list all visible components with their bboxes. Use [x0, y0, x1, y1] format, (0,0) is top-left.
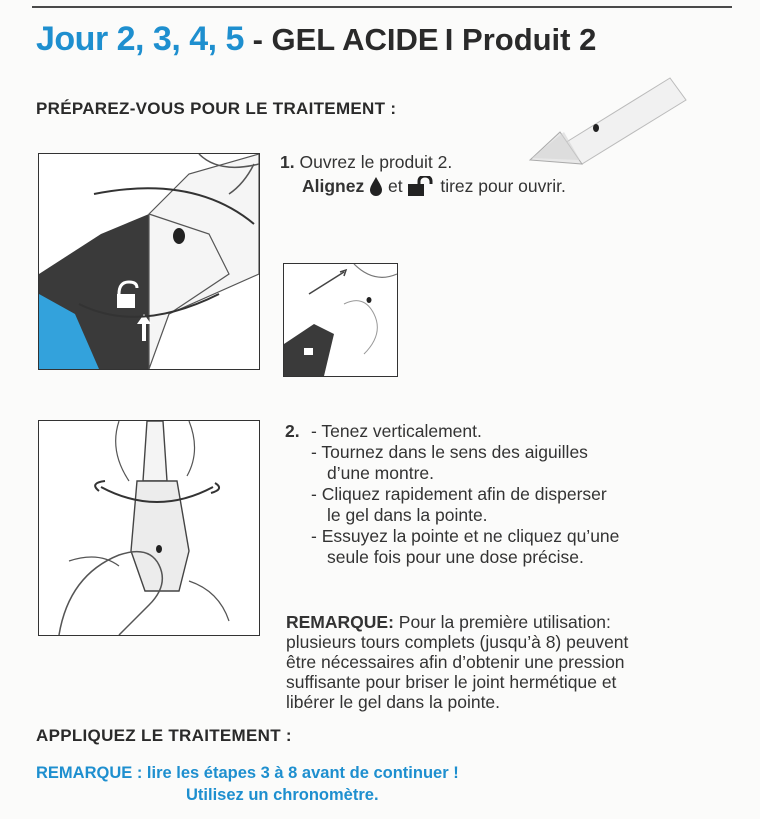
remark-text-1: Pour la première utilisation:	[398, 612, 611, 632]
page-title	[36, 20, 596, 59]
title-product: - GEL ACIDE I Produit 2	[243, 22, 597, 57]
step2-item-2-cont: d’une montre.	[327, 463, 435, 483]
step1-open-text: Ouvrez le produit 2.	[299, 152, 453, 172]
step2-item-3: - Cliquez rapidement afin de disperser	[311, 484, 607, 504]
drop-icon	[369, 176, 383, 196]
title-days: Jour 2, 3, 4, 5	[36, 20, 244, 58]
remark-label: REMARQUE:	[286, 612, 394, 632]
step2-number: 2.	[285, 421, 300, 441]
step1-pull-text: tirez pour ouvrir.	[440, 176, 566, 196]
remark-block	[286, 612, 726, 712]
step1-text	[280, 152, 566, 197]
blue-remark-line-2: Utilisez un chronomètre.	[186, 786, 379, 804]
remark-line-3: être nécessaires afin d’obtenir une pression	[286, 652, 625, 672]
apply-heading: APPLIQUEZ LE TRAITEMENT :	[36, 726, 292, 745]
step1-image	[38, 153, 260, 370]
step1-align-word: Alignez	[302, 176, 365, 196]
open-lock-icon	[407, 176, 435, 196]
top-rule	[32, 6, 732, 8]
step1-line2	[302, 176, 566, 197]
remark-line-5: libérer le gel dans la pointe.	[286, 692, 501, 712]
remark-line-1	[286, 612, 726, 632]
step2-image	[38, 420, 260, 636]
step2-item-2: - Tournez dans le sens des aiguilles	[311, 442, 588, 462]
remark-line-4: suffisante pour briser le joint hermétique et	[286, 672, 617, 692]
step2-item-4-cont: seule fois pour une dose précise.	[327, 547, 584, 567]
step1-and-word: et	[387, 176, 403, 196]
step2-list	[285, 421, 619, 568]
step1-line1	[280, 152, 566, 173]
step2-item-3-cont: le gel dans la pointe.	[327, 505, 488, 525]
step2-item-4: - Essuyez la pointe et ne cliquez qu’une	[311, 526, 620, 546]
step2-text	[285, 421, 619, 568]
blue-remark	[36, 762, 459, 806]
step1-inset-image	[283, 263, 398, 377]
prepare-heading: PRÉPAREZ-VOUS POUR LE TRAITEMENT :	[36, 99, 397, 118]
remark-line-2: plusieurs tours complets (jusqu’à 8) peuvent	[286, 632, 629, 652]
step2-item-1: - Tenez verticalement.	[311, 421, 482, 441]
step1-number: 1.	[280, 152, 295, 172]
blue-remark-line-1: REMARQUE : lire les étapes 3 à 8 avant de continuer !	[36, 764, 459, 782]
